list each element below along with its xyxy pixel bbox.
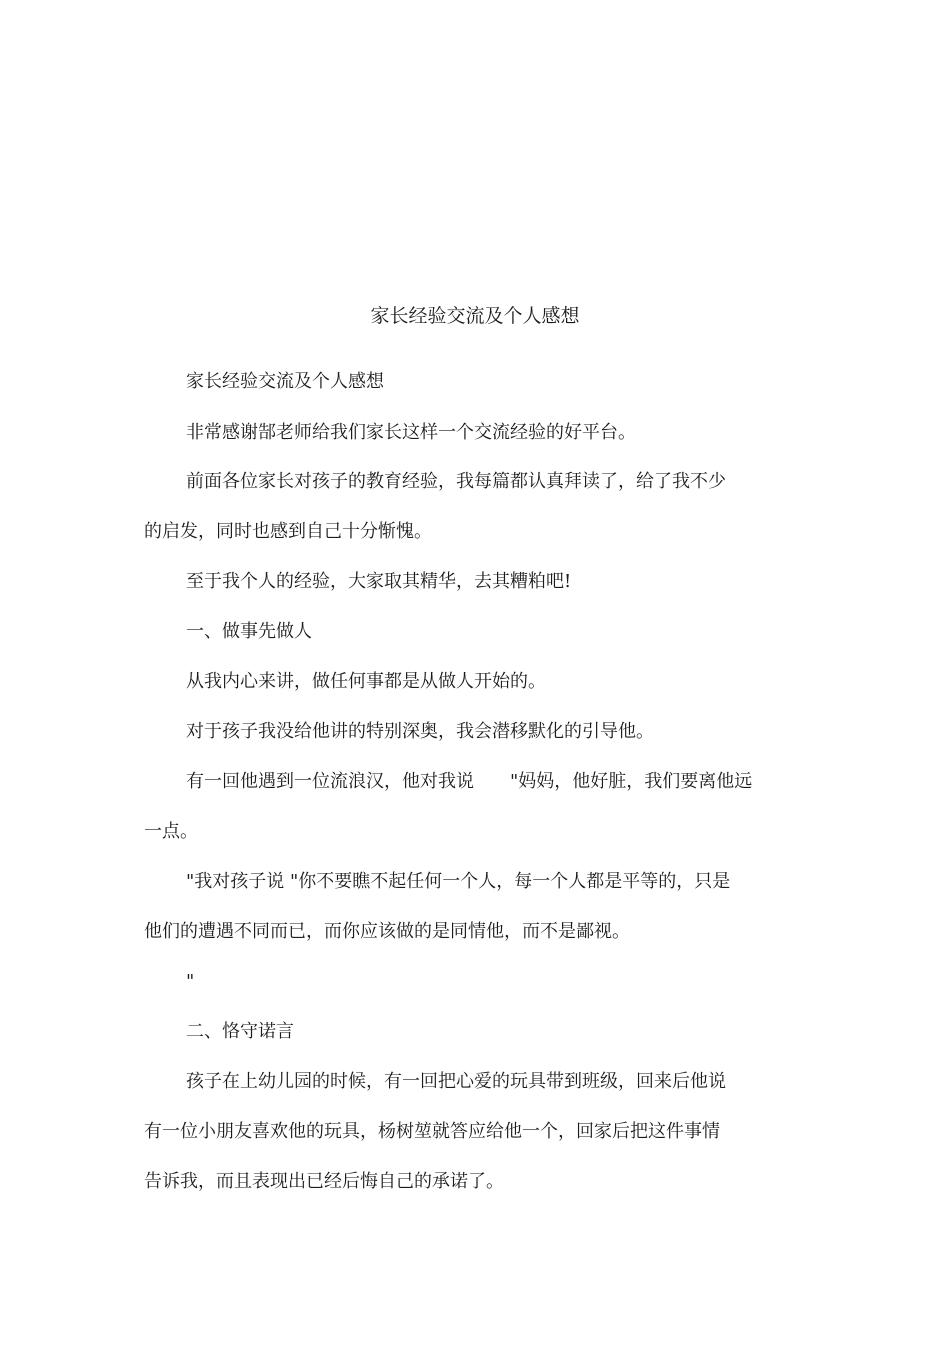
document-title: 家长经验交流及个人感想 [370, 305, 580, 327]
section-heading: 二、恪守诺言 [186, 1021, 294, 1042]
paragraph-line: 告诉我，而且表现出已经后悔自己的承诺了。 [144, 1171, 504, 1192]
paragraph-line: 有一位小朋友喜欢他的玩具，杨树堃就答应给他一个，回家后把这件事情 [144, 1121, 720, 1142]
paragraph-line: 一点。 [144, 821, 198, 842]
section-heading: 一、做事先做人 [186, 621, 312, 642]
paragraph-line: 对于孩子我没给他讲的特别深奥，我会潜移默化的引导他。 [186, 721, 654, 742]
paragraph-line: 有一回他遇到一位流浪汉，他对我说 "妈妈，他好脏，我们要离他远 [186, 771, 753, 792]
paragraph-line: 家长经验交流及个人感想 [186, 371, 384, 392]
paragraph-line: 的启发，同时也感到自己十分惭愧。 [144, 521, 432, 542]
paragraph-line: 前面各位家长对孩子的教育经验，我每篇都认真拜读了，给了我不少 [186, 471, 726, 492]
paragraph-line: 非常感谢郜老师给我们家长这样一个交流经验的好平台。 [186, 422, 636, 443]
paragraph-line: 至于我个人的经验，大家取其精华，去其糟粕吧! [186, 571, 572, 592]
paragraph-line: 从我内心来讲，做任何事都是从做人开始的。 [186, 671, 546, 692]
paragraph-line: 他们的遭遇不同而已，而你应该做的是同情他，而不是鄙视。 [144, 921, 630, 942]
paragraph-line: "我对孩子说 "你不要瞧不起任何一个人，每一个人都是平等的，只是 [186, 871, 731, 892]
paragraph-line: 孩子在上幼儿园的时候，有一回把心爱的玩具带到班级，回来后他说 [186, 1071, 726, 1092]
paragraph-line: " [186, 971, 195, 992]
